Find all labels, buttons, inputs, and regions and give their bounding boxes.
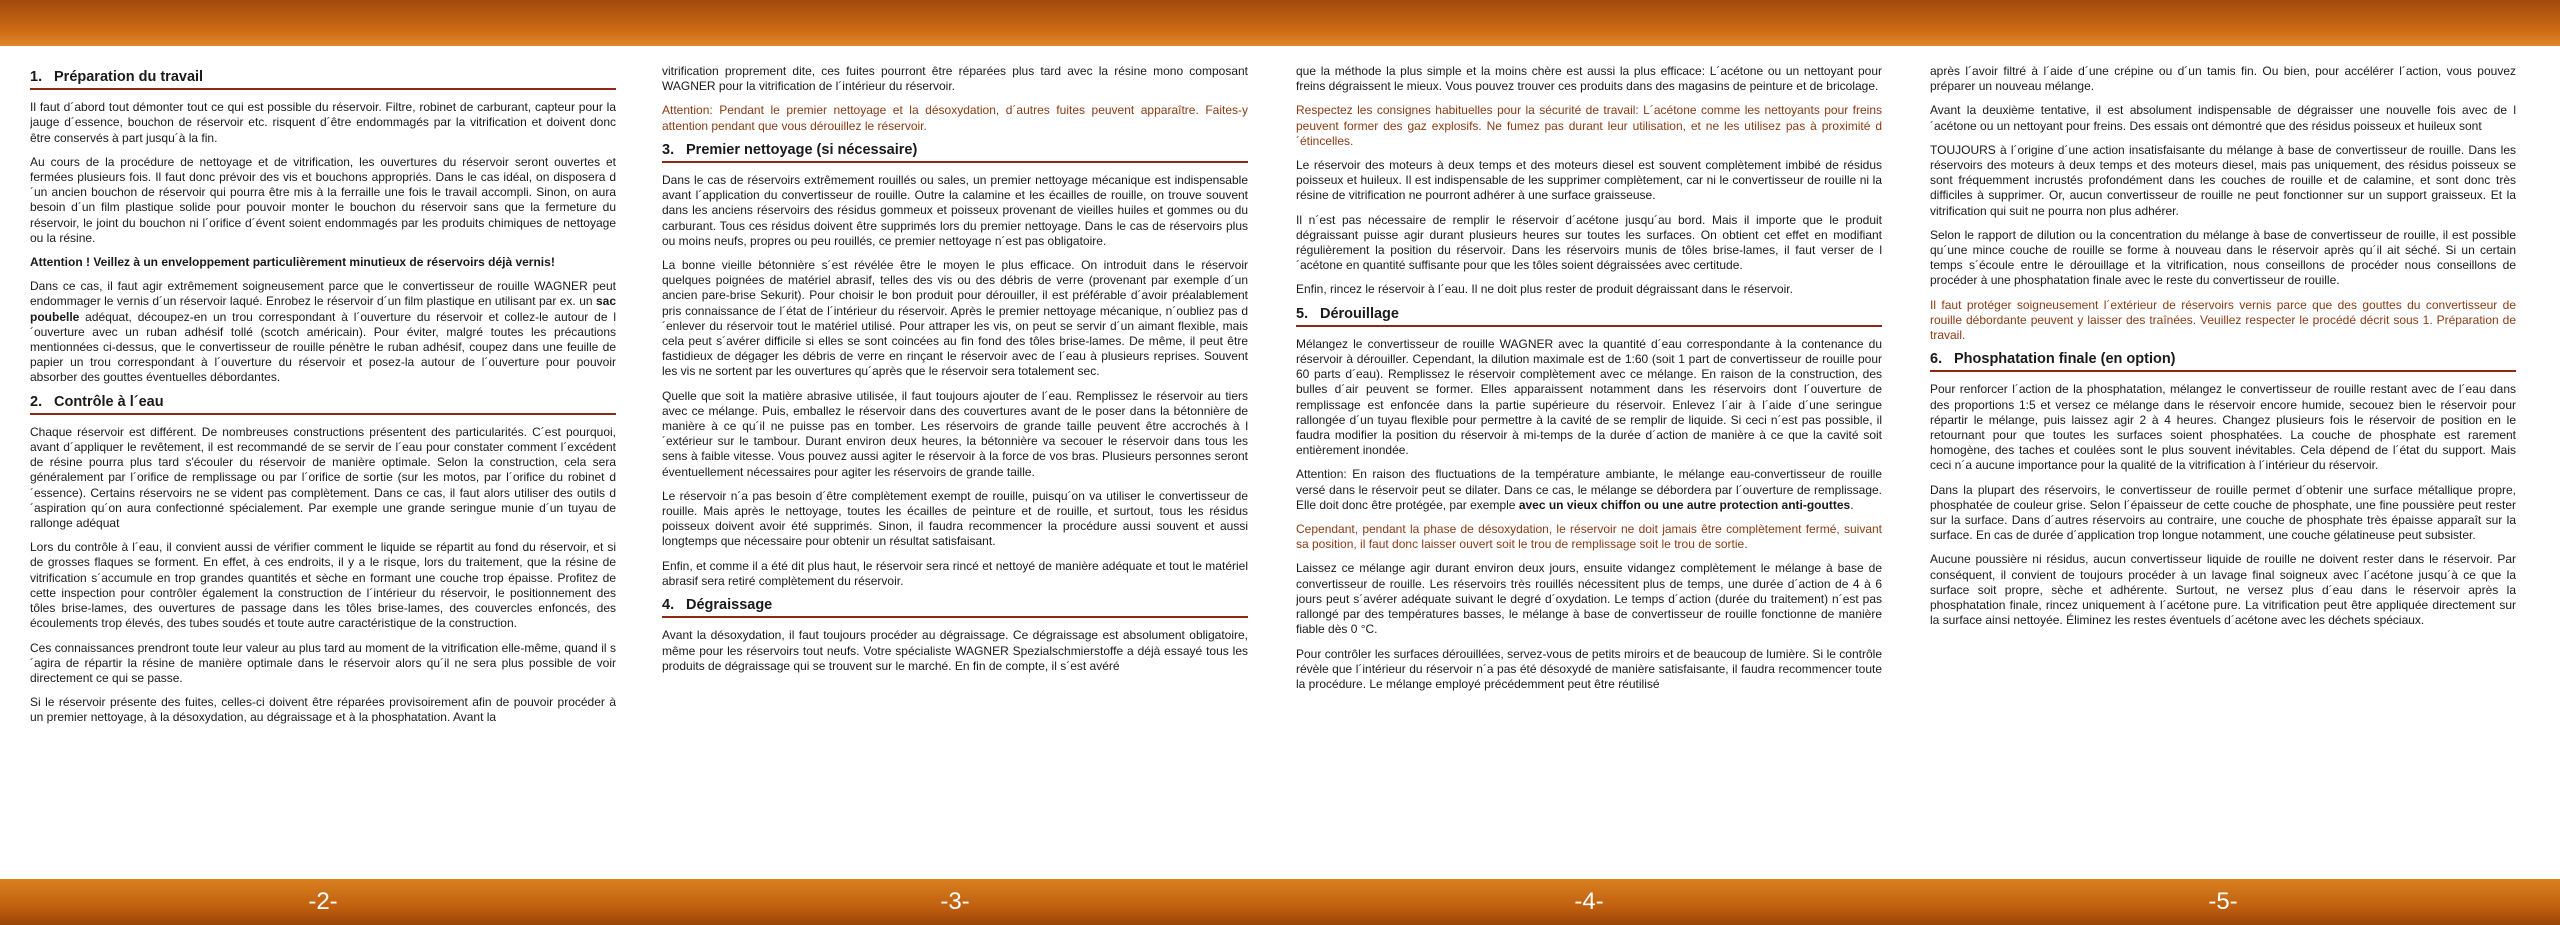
page-number: -2- [308,888,338,915]
paragraph: Au cours de la procédure de nettoyage et de vitrification, les ouvertures du réservoir seront ouvertes et fermées plusieurs fois. Il faut donc prévoir des vis et bouchons appropriés. Dans le cas idéal, on disposera d´un ancien bouchon de réservoir qui pourra être mis à la ferraille une fois le travail accompli. Sinon, on aura besoin d´un film plastique solide pour pouvoir monter le bouchon du réservoir sans que la fermeture du réservoir, le joint du bouchon ni l´orifice d´évent soient endommagés par les produits chimiques de nettoyage ou la résine. [30,154,616,245]
paragraph: Le réservoir des moteurs à deux temps et des moteurs diesel est souvent complètement imbibé de résidus poisseux et huileux. Il est indispensable de les supprimer complètement, car ni le convertisseur de rouille ni la résine de vitrification ne pourront adhérer à une surface graisseuse. [1296,158,1882,203]
paragraph: Pour contrôler les surfaces dérouillées, servez-vous de petits miroirs et de beaucoup de lumière. Si le contrôle révèle que l´intérieur du réservoir n´a pas été désoxydé de manière satisfaisante, il faudra recommencer toute la procédure. Le mélange employé précédemment peut être réutilisé [1296,646,1882,691]
paragraph: Ces connaissances prendront toute leur valeur au plus tard au moment de la vitrification elle-même, quand il s´agira de répartir la résine de manière optimale dans le réservoir alors qu´il ne sera plus possible de voir directement ce qui se passe. [30,640,616,685]
paragraph: Il n´est pas nécessaire de remplir le réservoir d´acétone jusqu´au bord. Mais il importe que le produit dégraissant puisse agir durant plusieurs heures sur toutes les surfaces. On obtient cet effet en modifiant régulièrement la position du réservoir. Dans les réservoirs munis de tôles brise-lames, il faut verser de l´acétone en quantité suffisante pour que les tôles soient dégraissées avec certitude. [1296,212,1882,273]
paragraph: Dans la plupart des réservoirs, le convertisseur de rouille permet d´obtenir une surface métallique propre, phosphatée de couleur grise. Selon l´épaisseur de cette couche de phosphate, une fine poussière peut rester sur la surface. Dans d´autres réservoirs au contraire, une couche de phosphate très épaisse apparaît sur la surface. En cas de durée d´application trop longue notamment, une couche gélatineuse peut subsister. [1930,482,2516,543]
page-4-column [1296,64,1882,869]
section-6-heading: 6. Phosphatation finale (en option) [1930,352,2516,372]
paragraph: Si le réservoir présente des fuites, celles-ci doivent être réparées provisoirement afin de pouvoir procéder à un premier nettoyage, à la désoxydation, au dégraissage et à la phosphatation. Avant la [30,695,616,725]
paragraph: La bonne vieille bétonnière s´est révélée être le moyen le plus efficace. On introduit dans le réservoir quelques poignées de matériel abrasif, telles des vis ou des débris de verre (provenant par exemple d´un ancien pare-brise Sekurit). Pour choisir le bon produit pour dérouiller, il est préférable d´avoir préalablement pris connaissance de l´état de l´intérieur du réservoir. Après le premier nettoyage mécanique, n´oubliez pas d´enlever du réservoir tout le matériel utilisé. Pour attraper les vis, on peut se servir d´un aimant flexible, mais cela peut s´avérer difficile si elles se sont coincées au fin fond des tôles brise-lames. De même, il peut être fastidieux de dégager les débris de verre en rinçant le réservoir avec de l´eau à plusieurs reprises. Souvent les vis ne sortent par les ouvertures qu´après que le réservoir sera totalement sec. [662,258,1248,379]
page-2-column [30,64,616,869]
paragraph: Pour renforcer l´action de la phosphatation, mélangez le convertisseur de rouille restant avec de l´eau dans des proportions 1:5 et versez ce mélange dans le réservoir encore humide, secouez bien le réservoir pour répartir le mélange, puis laissez agir 2 à 4 heures. Changez plusieurs fois le réservoir de position en le retournant pour que toutes les surfaces soient phosphatées. La couche de phosphate est rarement homogène, des taches et coulées sont le plus souvent inévitables. Cela dépend de l´état du support. Mais ceci n´a aucune importance pour la qualité de la vitrification à l´intérieur du réservoir. [1930,382,2516,473]
paragraph: Mélangez le convertisseur de rouille WAGNER avec la quantité d´eau correspondante à la contenance du réservoir à dérouiller. Cependant, la dilution maximale est de 1:60 (soit 1 part de convertisseur de rouille pour 60 parts d´eau). Remplissez le réservoir complètement avec ce mélange. En raison de la construction, des bulles d´air peuvent se former. Elles apparaissent notamment dans les réservoirs dont l´ouverture de remplissage est enfoncée dans la partie supérieure du réservoir. Enlevez l´air à l´aide d´une seringue rallongée d´un tuyau flexible pour permettre à la cavité de se remplir de liquide. Si ceci n´est pas possible, il faudra modifier la position du réservoir à mi-temps de la durée d´action de manière à ce que la cavité soit entièrement inondée. [1296,336,1882,458]
paragraph: après l´avoir filtré à l´aide d´une crépine ou d´un tamis fin. Ou bien, pour accélérer l´action, vous pouvez préparer un nouveau mélange. [1930,64,2516,94]
section-5-heading: 5. Dérouillage [1296,307,1882,327]
warning-note: Cependant, pendant la phase de désoxydation, le réservoir ne doit jamais être complètement fermé, suivant sa position, il faut donc laisser ouvert soit le trou de remplissage soit le trou de sortie. [1296,522,1882,552]
paragraph: vitrification proprement dite, ces fuites pourront être réparées plus tard avec la résine mono composant WAGNER pour la vitrification de l´intérieur du réservoir. [662,64,1248,94]
paragraph: Chaque réservoir est différent. De nombreuses constructions présentent des particularités. C´est pourquoi, avant d´appliquer le revêtement, il est recommandé de se servir de l´eau pour constater comment l´excédent de résine pourra plus tard s'écouler du réservoir de manière optimale. Selon la construction, cela sera généralement par l´orifice de remplissage ou par l´orifice de sortie (sur les motos, par l´orifice du robinet d´essence). Certains réservoirs ne se vident pas complètement. Dans ce cas, il faut alors utiliser des outils d´aspiration qu´on aura confectionné spécialement. Par exemple une grande seringue munie d´un tuyau de rallonge adéquat [30,424,616,531]
paragraph: TOUJOURS à l´origine d´une action insatisfaisante du mélange à base de convertisseur de rouille. Dans les réservoirs des moteurs à deux temps et des moteurs diesel, mais pas uniquement, des résidus poisseux se sont fréquemment incrustés profondément dans les couches de rouille et de calamine, et sont donc très difficiles à supprimer. Or, aucun convertisseur de rouille ne peut fonctionner sur un support graisseux. Et la vitrification qui suit ne pourra non plus adhérer. [1930,142,2516,218]
warning-note: Attention: Pendant le premier nettoyage et la désoxydation, d´autres fuites peuvent apparaître. Faites-y attention pendant que vous dérouillez le réservoir. [662,103,1248,133]
paragraph: Laissez ce mélange agir durant environ deux jours, ensuite vidangez complètement le mélange à base de convertisseur de rouille. Les réservoirs très rouillés nécessitent plus de temps, une durée d´action de 4 à 6 jours peut s´avérer adéquate suivant le degré d´oxydation. Le temps d´action (durée du traitement) n´est pas rallongé par des températures basses, le mélange à base de convertisseur de rouille fonctionne de manière fiable dès 0 °C. [1296,561,1882,637]
attention-note: Attention ! Veillez à un enveloppement particulièrement minutieux de réservoirs déjà vernis! [30,255,555,270]
paragraph: Enfin, rincez le réservoir à l´eau. Il ne doit plus rester de produit dégraissant dans le réservoir. [1296,282,1793,297]
paragraph: Selon le rapport de dilution ou la concentration du mélange à base de convertisseur de rouille, il est possible qu´une mince couche de rouille se forme à nouveau dans le réservoir après qu´il ait séché. Si un certain temps s´écoule entre le dérouillage et la vitrification, nous conseillons de procéder nous conseillons de procéder à une phosphatation finale avec le reste du convertisseur de rouille. [1930,227,2516,288]
warning-note: Il faut protéger soigneusement l´extérieur de réservoirs vernis parce que des gouttes du convertisseur de rouille débordante peuvent y laisser des traînées. Veuillez respecter le procédé décrit sous 1. Préparation de travail. [1930,297,2516,343]
page-number: -3- [940,888,970,915]
paragraph: Avant la deuxième tentative, il est absolument indispensable de dégraisser une nouvelle fois avec de l´acétone ou un nettoyant pour freins. Des essais ont démontré que des résidus poisseux et huileux sont [1930,103,2516,133]
paragraph: Lors du contrôle à l´eau, il convient aussi de vérifier comment le liquide se répartit au fond du réservoir, et si de grosses flaques se forment. En effet, à ces endroits, il y a le risque, lors du traitement, que la résine de vitrification s´accumule en trop grandes quantités et sèche en formant une couche trop épaisse. Profitez de cette inspection pour contrôler également la construction de l´intérieur du réservoir, le positionnement des tôles brise-lames, des ouvertures de passage dans les tôles brise-lames, des couvercles enfoncés, des écoulements trop élevés, des tubes soudés et toute autre caractéristique de la construction. [30,540,616,631]
page-5-column [1930,64,2516,869]
paragraph: Dans le cas de réservoirs extrêmement rouillés ou sales, un premier nettoyage mécanique est indispensable avant l´application du convertisseur de rouille. Outre la calamine et les écailles de rouille, on trouve souvent dans les anciens réservoirs des résidus gommeux et poisseux provenant de vieilles huiles et gommes ou du carburant. Tous ces résidus doivent être supprimés lors du premier nettoyage. Dans le cas de réservoirs plus ou moins neufs, propres ou peu rouillés, ce premier nettoyage n´est pas obligatoire. [662,173,1248,248]
paragraph: Avant la désoxydation, il faut toujours procéder au dégraissage. Ce dégraissage est absolument obligatoire, même pour les réservoirs tout neufs. Votre spécialiste WAGNER Spezialschmierstoffe a déjà essayé tous les produits de dégraissage qui se trouvent sur le marché. En fin de compte, il s´est avéré [662,628,1248,673]
section-1-heading: 1. Préparation du travail [30,70,616,90]
page-number: -5- [2208,888,2238,915]
paragraph: Le réservoir n´a pas besoin d´être complètement exempt de rouille, puisqu´on va utiliser le convertisseur de rouille. Mais après le nettoyage, toutes les écailles de peinture et de rouille, et surtout, tous les résidus poisseux doivent avoir été supprimés. Sinon, il faudra recommencer la procédure aussi souvent et aussi longtemps que nécessaire pour obtenir un résultat satisfaisant. [662,488,1248,549]
top-banner [0,0,2560,46]
paragraph: que la méthode la plus simple et la moins chère est aussi la plus efficace: L´acétone ou un nettoyant pour freins dégraissent le mieux. Vous pouvez trouver ces produits dans des magasins de peinture et de bricolage. [1296,64,1882,94]
paragraph: Quelle que soit la matière abrasive utilisée, il faut toujours ajouter de l´eau. Remplissez le réservoir au tiers avec ce mélange. Puis, emballez le réservoir dans des couvertures avant de le poser dans la bétonnière de manière à ce qu´il ne puisse pas en tomber. Les réservoirs de grande taille peuvent être accrochés à l´extérieur sur le tambour. Durant environ deux heures, la bétonnière va secouer le réservoir dans tous les sens à faible vitesse. Vous pouvez aussi agiter le réservoir à la force de vos bras. Plusieurs personnes seront éventuellement nécessaires pour agiter les réservoirs de grande taille. [662,388,1248,479]
section-2-heading: 2. Contrôle à l´eau [30,395,616,415]
paragraph: Aucune poussière ni résidus, aucun convertisseur liquide de rouille ne doivent rester dans le réservoir. Par conséquent, il convient de toujours procéder à un lavage final soigneux avec l´acétone jusqu´à ce que la surface soit propre, sèche et adhérente. Surtout, ne versez plus d´eau dans le réservoir après la phosphatation finale, rincez uniquement à l´acétone pure. La vitrification peut être appliquée directement sur la surface ainsi nettoyée. Éliminez les restes éventuels d´acétone avec les déchets spéciaux. [1930,552,2516,628]
section-4-heading: 4. Dégraissage [662,598,1248,618]
paragraph: Dans ce cas, il faut agir extrêmement soigneusement parce que le convertisseur de rouille WAGNER peut endommager le vernis d´un réservoir laqué. Enrobez le réservoir d´un film plastique en utilisant par ex. un sac poubelle adéquat, découpez-en un trou correspondant à l´ouverture du réservoir et collez-le autour de l´ouverture avec un ruban adhésif tollé (scotch américain). Pour éviter, malgré toutes les précautions mentionnées ci-dessus, que le convertisseur de rouille pénètre le ruban adhésif, coupez dans une feuille de papier un trou correspondant à l´ouverture du réservoir et posez-la autour de l´ouverture pour pouvoir absorber des gouttes éventuelles débordantes. [30,279,616,385]
paragraph: Attention: En raison des fluctuations de la température ambiante, le mélange eau-convertisseur de rouille versé dans le réservoir peut se dilater. Dans ce cas, le mélange se débordera par l´ouverture de remplissage. Elle doit donc être protégée, par exemple avec un vieux chiffon ou une autre protection anti-gouttes. [1296,467,1882,512]
page-number: -4- [1574,888,1604,915]
paragraph: Enfin, et comme il a été dit plus haut, le réservoir sera rincé et nettoyé de manière adéquate et tout le matériel abrasif sera retiré complètement du réservoir. [662,558,1248,588]
warning-note: Respectez les consignes habituelles pour la sécurité de travail: L´acétone comme les nettoyants pour freins peuvent former des gaz explosifs. Ne fumez pas durant leur utilisation, et ne les utilisez pas à proximité d´étincelles. [1296,103,1882,148]
section-3-heading: 3. Premier nettoyage (si nécessaire) [662,143,1248,163]
paragraph: Il faut d´abord tout démonter tout ce qui est possible du réservoir. Filtre, robinet de carburant, capteur pour la jauge d´essence, bouchon de réservoir etc. risquent d´être endommagés par la vitrification et doivent donc être conservés à part jusqu´à la fin. [30,100,616,145]
page-3-column [662,64,1248,869]
